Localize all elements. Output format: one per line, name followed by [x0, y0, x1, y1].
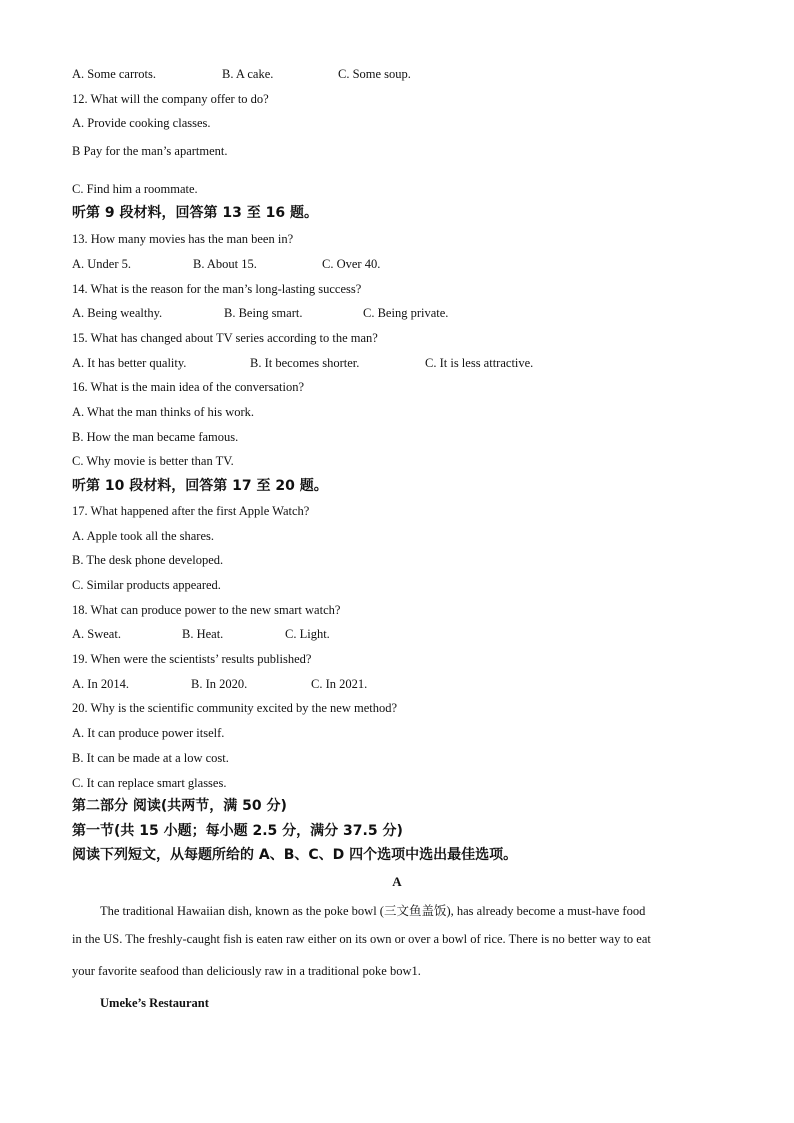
- q13-question: 13. How many movies has the man been in?: [72, 232, 294, 246]
- q16-option-b: B. How the man became famous.: [72, 430, 239, 444]
- q17-option-a: A. Apple took all the shares.: [72, 529, 214, 543]
- restaurant-subheading: Umeke’s Restaurant: [100, 996, 209, 1010]
- part2-heading: 第二部分 阅读(共两节，满 50 分): [72, 798, 287, 814]
- q13-option-a: A. Under 5.: [72, 257, 132, 271]
- passage-label: A: [392, 874, 402, 889]
- q20-question: 20. Why is the scientific community excited by the new method?: [72, 701, 398, 715]
- q19-option-b: B. In 2020.: [191, 677, 248, 691]
- q11-option-b: B. A cake.: [222, 67, 274, 81]
- q12-option-a: A. Provide cooking classes.: [72, 116, 211, 130]
- q17-question: 17. What happened after the first Apple Watch?: [72, 504, 310, 518]
- section9-heading: 听第 9 段材料，回答第 13 至 16 题。: [72, 205, 318, 221]
- q19-option-c: C. In 2021.: [311, 677, 368, 691]
- q18-option-c: C. Light.: [285, 627, 330, 641]
- q19-question: 19. When were the scientists’ results published?: [72, 652, 312, 666]
- q13-option-c: C. Over 40.: [322, 257, 381, 271]
- q14-option-c: C. Being private.: [363, 306, 449, 320]
- q16-option-c: C. Why movie is better than TV.: [72, 454, 234, 468]
- q16-question: 16. What is the main idea of the conversation?: [72, 380, 304, 394]
- passage-line-3: your favorite seafood than deliciously raw in a traditional poke bow1.: [72, 964, 421, 978]
- q17-option-b: B. The desk phone developed.: [72, 553, 224, 567]
- section1-heading: 第一节(共 15 小题；每小题 2.5 分，满分 37.5 分): [72, 823, 403, 839]
- q12-option-c: C. Find him a roommate.: [72, 182, 198, 196]
- q18-option-b: B. Heat.: [182, 627, 224, 641]
- q20-option-c: C. It can replace smart glasses.: [72, 776, 227, 790]
- q20-option-b: B. It can be made at a low cost.: [72, 751, 229, 765]
- q11-option-a: A. Some carrots.: [72, 67, 157, 81]
- q14-question: 14. What is the reason for the man’s long-lasting success?: [72, 282, 362, 296]
- q15-option-c: C. It is less attractive.: [425, 356, 534, 370]
- q11-option-c: C. Some soup.: [338, 67, 411, 81]
- q17-option-c: C. Similar products appeared.: [72, 578, 221, 592]
- q12-option-b: B Pay for the man’s apartment.: [72, 144, 228, 158]
- q18-question: 18. What can produce power to the new smart watch?: [72, 603, 341, 617]
- q18-option-a: A. Sweat.: [72, 627, 121, 641]
- q15-question: 15. What has changed about TV series according to the man?: [72, 331, 378, 345]
- q20-option-a: A. It can produce power itself.: [72, 726, 225, 740]
- q14-option-b: B. Being smart.: [224, 306, 303, 320]
- q16-option-a: A. What the man thinks of his work.: [72, 405, 255, 419]
- q14-option-a: A. Being wealthy.: [72, 306, 163, 320]
- q12-question: 12. What will the company offer to do?: [72, 92, 269, 106]
- q15-option-b: B. It becomes shorter.: [250, 356, 360, 370]
- q19-option-a: A. In 2014.: [72, 677, 129, 691]
- q13-option-b: B. About 15.: [193, 257, 257, 271]
- passage-line-1: The traditional Hawaiian dish, known as the poke bowl (三文鱼盖饭), has already become a must-have food: [100, 904, 646, 918]
- section10-heading: 听第 10 段材料，回答第 17 至 20 题。: [72, 478, 328, 494]
- q15-option-a: A. It has better quality.: [72, 356, 187, 370]
- reading-instruction: 阅读下列短文，从每题所给的 A、B、C、D 四个选项中选出最佳选项。: [72, 847, 518, 863]
- passage-line-2: in the US. The freshly-caught fish is eaten raw either on its own or over a bowl of rice. There is no better way to eat: [72, 932, 651, 946]
